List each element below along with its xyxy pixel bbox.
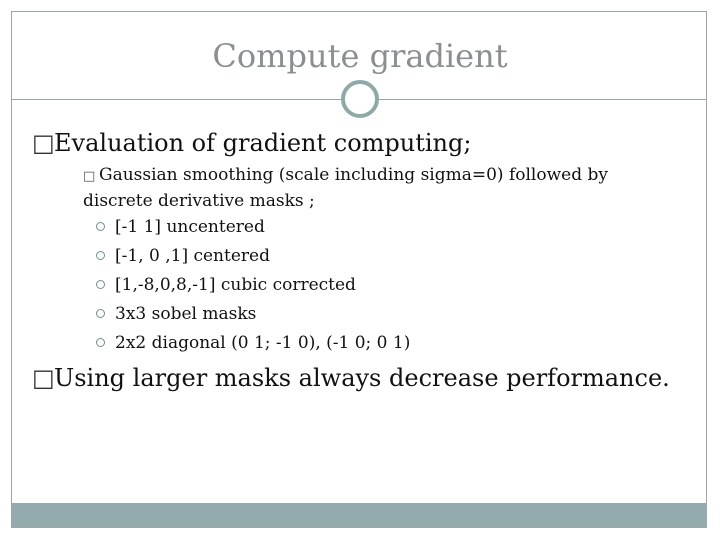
mask-item-text: 3x3 sobel masks [115, 304, 257, 324]
circle-bullet-icon [96, 309, 105, 318]
circle-bullet-icon [96, 280, 105, 289]
circle-bullet-icon [96, 251, 105, 260]
mask-item-text: [-1 1] uncentered [115, 217, 265, 237]
bullet-text: Evaluation of gradient computing; [54, 129, 472, 157]
sub-bullet-text: Gaussian smoothing (scale including sigma=0) followed by discrete derivative masks ; [83, 165, 608, 211]
mask-item [96, 331, 410, 355]
circle-bullet-icon [96, 338, 105, 347]
mask-item [96, 244, 270, 268]
bullet-evaluation [32, 128, 471, 158]
mask-item [96, 215, 265, 239]
square-bullet-icon: □ [32, 129, 55, 157]
mask-item [96, 302, 256, 326]
square-bullet-icon: □ [83, 169, 96, 184]
circle-bullet-icon [96, 222, 105, 231]
footer-accent-bar [12, 503, 707, 527]
mask-item-text: 2x2 diagonal (0 1; -1 0), (-1 0; 0 1) [115, 333, 411, 353]
mask-item-text: [1,-8,0,8,-1] cubic corrected [115, 275, 356, 295]
circle-ornament-icon [341, 80, 379, 118]
bullet-text: Using larger masks always decrease performance. [54, 364, 670, 392]
mask-item [96, 273, 356, 297]
sub-bullet-gaussian [83, 163, 643, 213]
bullet-larger-masks [32, 363, 670, 393]
mask-item-text: [-1, 0 ,1] centered [115, 246, 270, 266]
square-bullet-icon: □ [32, 364, 55, 392]
slide-title: Compute gradient [212, 37, 508, 75]
